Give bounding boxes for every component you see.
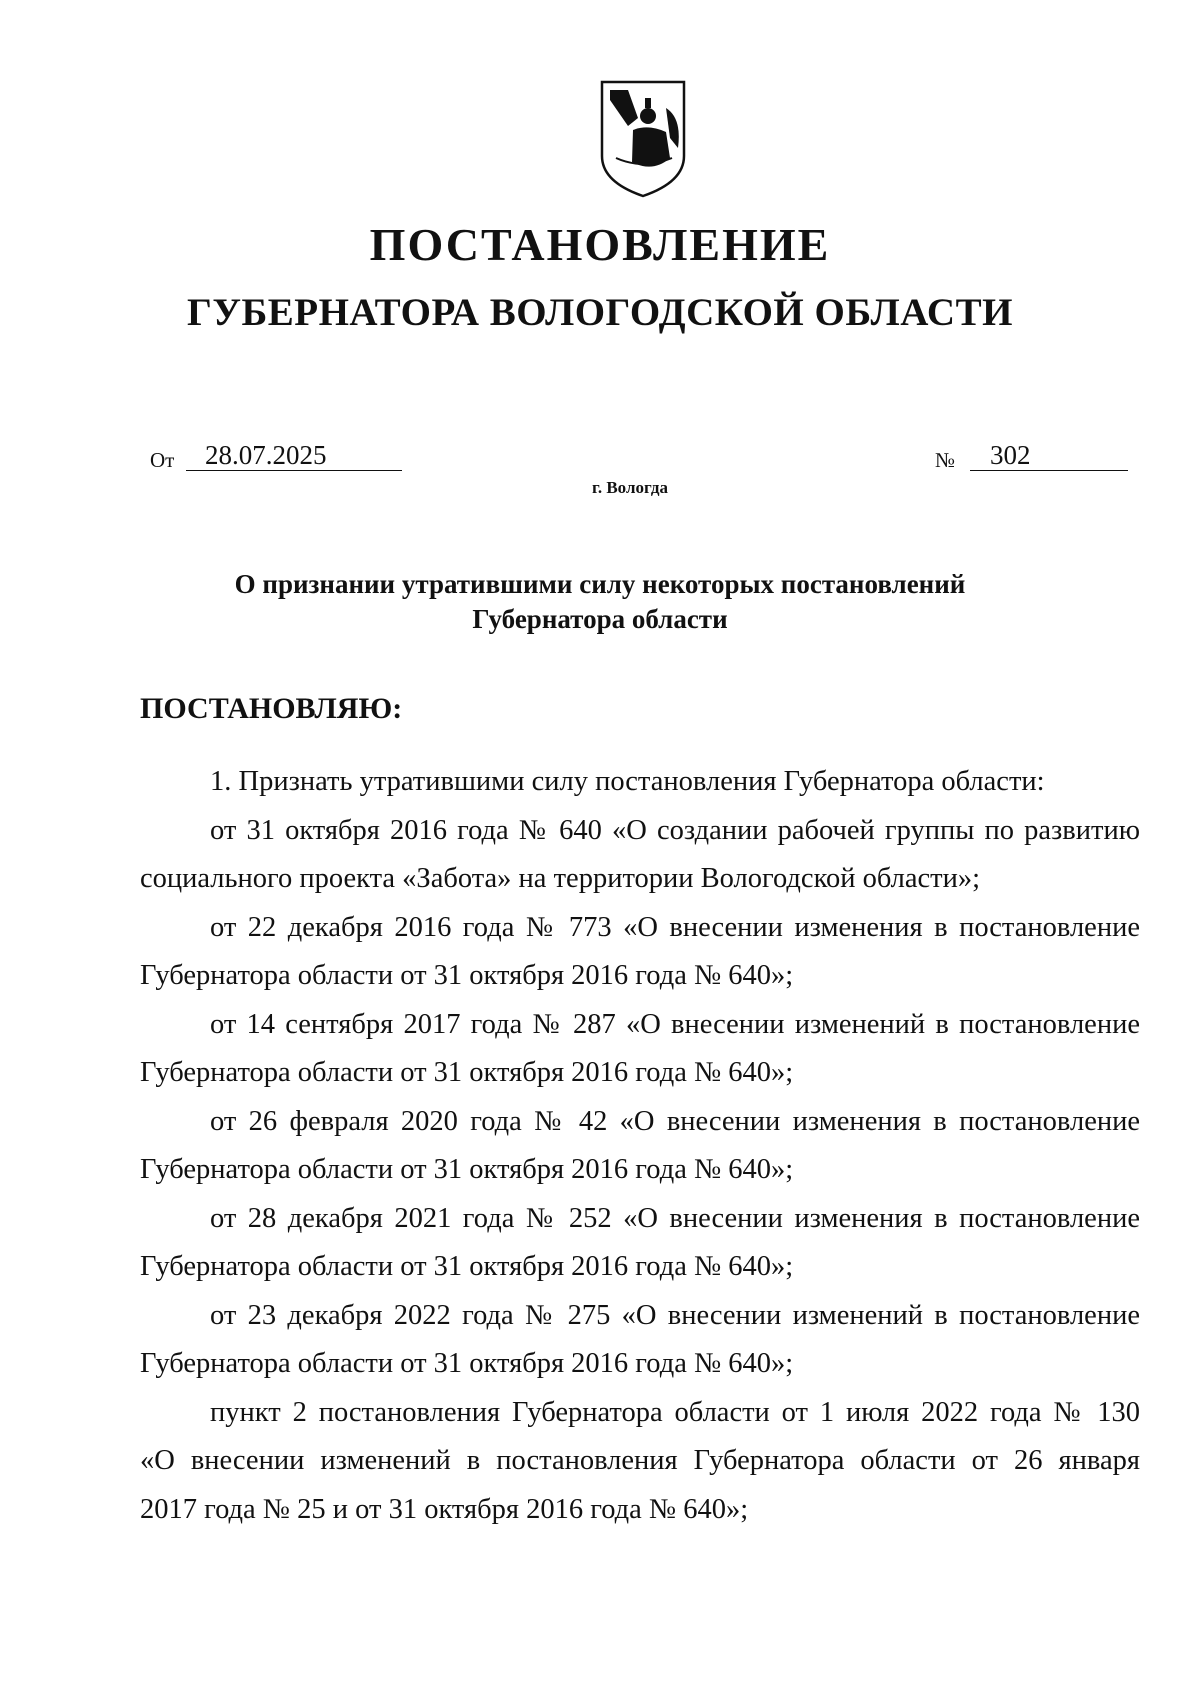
document-subject	[0, 567, 1200, 637]
paragraph-2	[140, 807, 1140, 904]
document-number: 302	[990, 440, 1031, 470]
paragraph-line: 2017 года № 25 и от 31 октября 2016 года № 640»;	[140, 1493, 749, 1525]
paragraph-6	[140, 1195, 1140, 1292]
paragraph-line: Губернатора области от 31 октября 2016 года № 640»;	[140, 960, 794, 991]
paragraph-line: от 14 сентября 2017 года № 287 «О внесении изменений в постановление	[210, 1008, 1140, 1040]
document-title: ПОСТАНОВЛЕНИЕ	[369, 219, 831, 270]
decree-heading: ПОСТАНОВЛЯЮ:	[140, 692, 403, 725]
paragraph-1	[140, 758, 1140, 807]
document-body	[140, 758, 1140, 1534]
paragraph-3	[140, 904, 1140, 1001]
paragraph-line: социального проекта «Забота» на территории Вологодской области»;	[140, 863, 981, 894]
paragraph-5	[140, 1098, 1140, 1195]
paragraph-7	[140, 1292, 1140, 1389]
paragraph-line: пункт 2 постановления Губернатора области от 1 июля 2022 года № 130	[210, 1396, 1140, 1428]
document-subtitle: ГУБЕРНАТОРА ВОЛОГОДСКОЙ ОБЛАСТИ	[187, 291, 1013, 334]
paragraph-line: 1. Признать утратившими силу постановления Губернатора области:	[210, 766, 1045, 797]
date-prefix: От	[150, 448, 175, 472]
paragraph-line: от 28 декабря 2021 года № 252 «О внесении изменения в постановление	[210, 1202, 1140, 1234]
paragraph-line: от 31 октября 2016 года № 640 «О создании рабочей группы по развитию	[210, 814, 1140, 846]
paragraph-4	[140, 1001, 1140, 1098]
paragraph-line: Губернатора области от 31 октября 2016 года № 640»;	[140, 1154, 794, 1185]
paragraph-line: «О внесении изменений в постановления Губернатора области от 26 января	[140, 1445, 1140, 1476]
paragraph-line: Губернатора области от 31 октября 2016 года № 640»;	[140, 1251, 794, 1282]
city-name: г. Вологда	[592, 478, 668, 497]
document-date: 28.07.2025	[205, 440, 327, 470]
paragraph-line: Губернатора области от 31 октября 2016 года № 640»;	[140, 1348, 794, 1379]
paragraph-line: от 22 декабря 2016 года № 773 «О внесении изменения в постановление	[210, 911, 1140, 943]
vologda-coat-of-arms-icon	[598, 78, 688, 200]
subject-line-1: О признании утратившими силу некоторых постановлений	[234, 569, 966, 599]
paragraph-line: от 23 декабря 2022 года № 275 «О внесении изменений в постановление	[210, 1299, 1140, 1331]
number-prefix: №	[935, 448, 956, 472]
paragraph-8	[140, 1389, 1140, 1535]
paragraph-line: от 26 февраля 2020 года № 42 «О внесении изменения в постановление	[210, 1105, 1140, 1137]
paragraph-line: Губернатора области от 31 октября 2016 года № 640»;	[140, 1057, 794, 1088]
subject-line-2: Губернатора области	[472, 604, 728, 634]
